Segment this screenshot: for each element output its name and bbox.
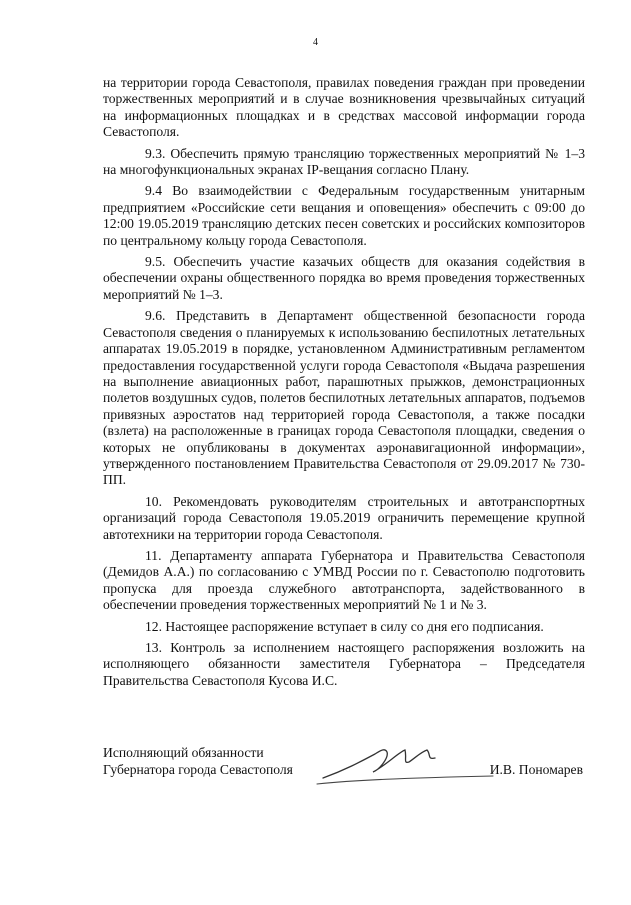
paragraph-continuation: на территории города Севастополя, правилах поведения граждан при проведении торжественных мероприятий и в случае возникновения чрезвычайных ситуаций на информационных площадках и в средствах массовой информации города Севастополя.: [103, 75, 585, 140]
paragraph-9-6: 9.6. Представить в Департамент общественной безопасности города Севастополя сведения о планируемых к использованию беспилотных летательных аппаратах 19.05.2019 в порядке, установленном Административным регламентом предоставления государственной услуги города Севастополя «Выдача разрешения на выполнение авиационных работ, парашютных прыжков, демонстрационных полетов воздушных судов, полетов беспилотных летательных аппаратов, подъемов привязных аэростатов над территорией города Севастополя, а также посадки (взлета) на расположенные в границах города Севастополя площадки, сведения о которых не опубликованы в документах аэронавигационной информации», утвержденного постановлением Правительства Севастополя от 29.09.2017 № 730-ПП.: [103, 308, 585, 488]
paragraph-9-5: 9.5. Обеспечить участие казачьих обществ для оказания содействия в обеспечении охраны общественного порядка во время проведения торжественных мероприятий № 1–3.: [103, 254, 585, 302]
paragraph-11: 11. Департаменту аппарата Губернатора и Правительства Севастополя (Демидов А.А.) по согласованию с УМВД России по г. Севастополю подготовить пропуска для проезда служебного автотранспорта, задействованного в обеспечении проведения торжественных мероприятий № 1 и № 3.: [103, 547, 585, 613]
page-number: 4: [313, 37, 318, 48]
document-body: [103, 75, 585, 694]
signer-name: И.В. Пономарев: [489, 762, 583, 777]
signer-title-line-2: Губернатора города Севастополя: [103, 761, 293, 777]
paragraph-9-3: 9.3. Обеспечить прямую трансляцию торжественных мероприятий № 1–3 на многофункциональных экранах IP-вещания согласно Плану.: [103, 145, 585, 178]
paragraph-12: 12. Настоящее распоряжение вступает в силу со дня его подписания.: [145, 618, 544, 634]
paragraph-9-4: 9.4 Во взаимодействии с Федеральным государственным унитарным предприятием «Российские сети вещания и оповещения» обеспечить с 09:00 до 12:00 19.05.2019 трансляцию детских песен советских и российских композиторов по центральному кольцу города Севастополя.: [103, 183, 585, 248]
paragraph-10: 10. Рекомендовать руководителям строительных и автотранспортных организаций города Севастополя 19.05.2019 ограничить перемещение крупной автотехники на территории города Севастополя.: [103, 493, 585, 542]
paragraph-13: 13. Контроль за исполнением настоящего распоряжения возложить на исполняющего обязанности заместителя Губернатора – Председателя Правительства Севастополя Кусова И.С.: [103, 640, 585, 688]
signer-title-line-1: Исполняющий обязанности: [103, 745, 264, 760]
signature-block: [103, 745, 585, 778]
